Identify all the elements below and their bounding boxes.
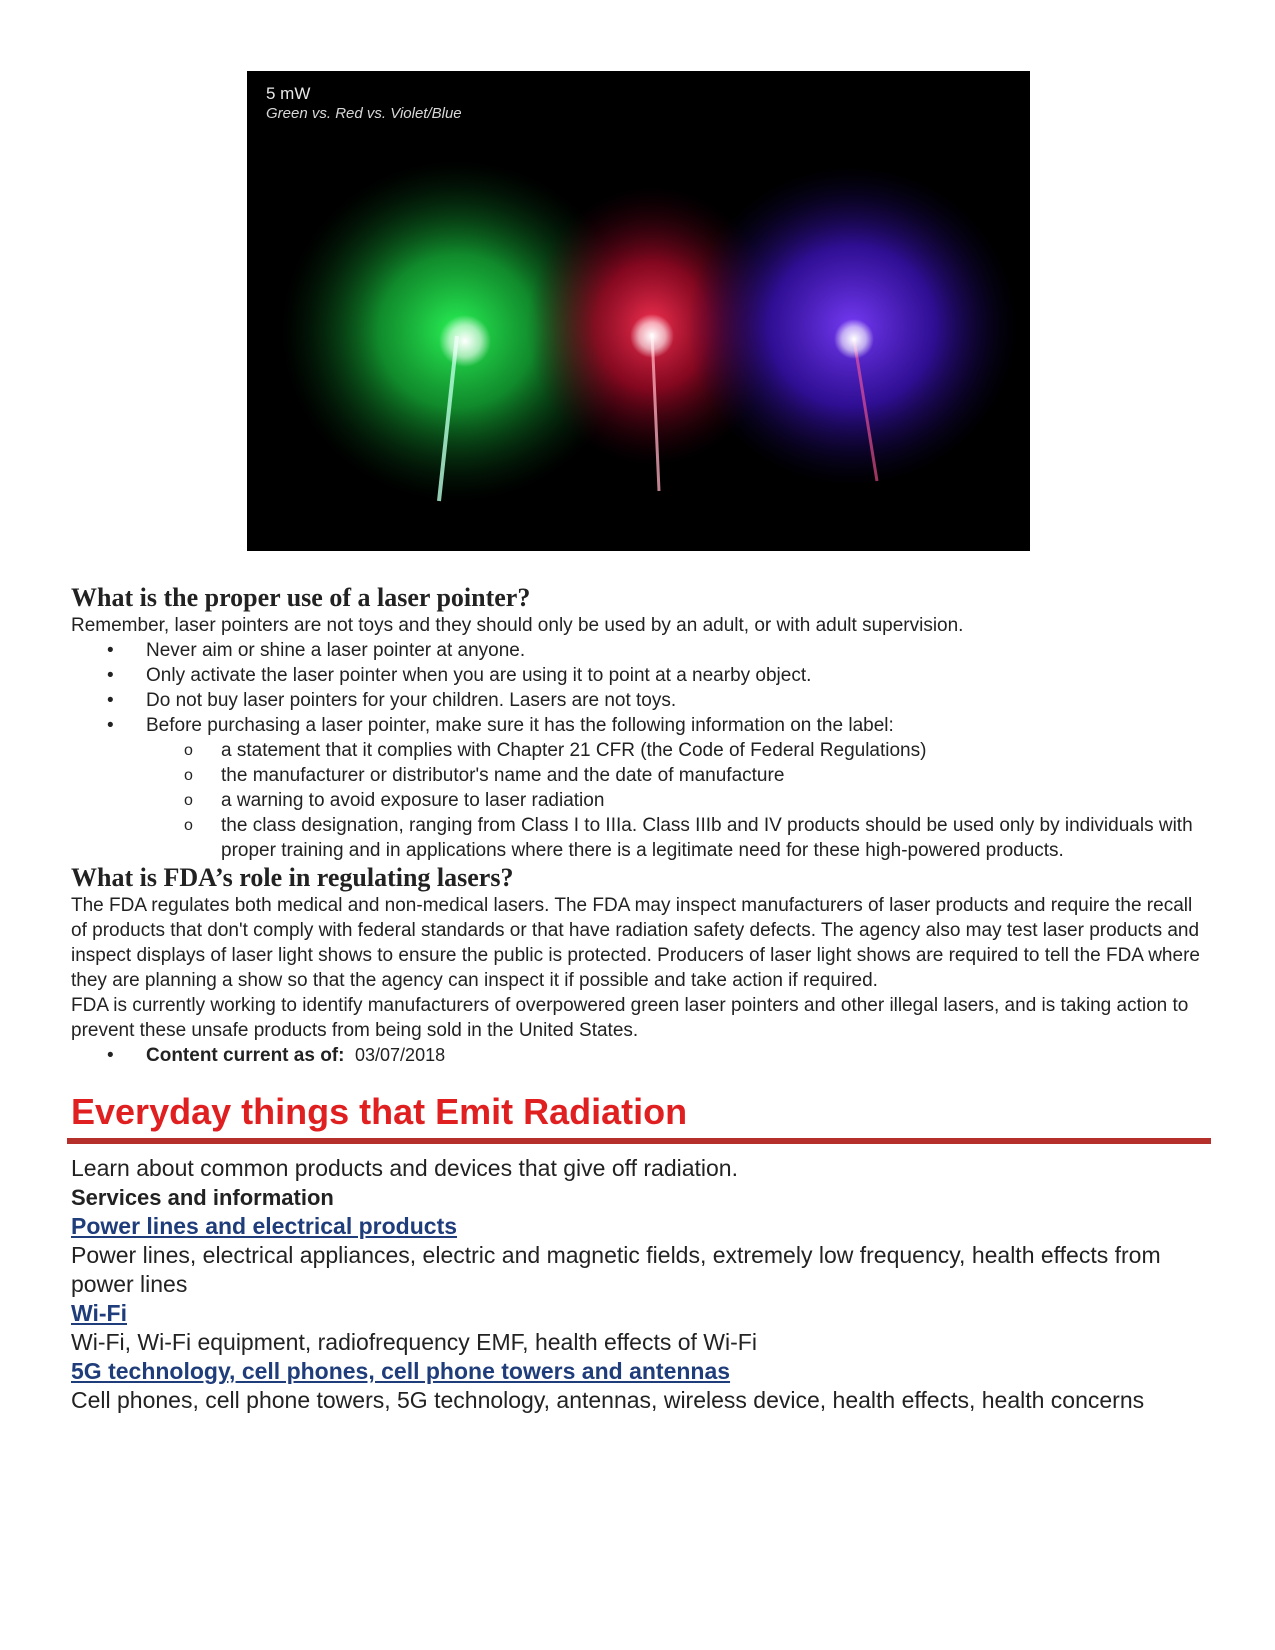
resource-item (71, 1212, 1211, 1299)
content-date-value: 03/07/2018 (355, 1045, 446, 1065)
power-lines-description: Power lines, electrical appliances, electric and magnetic fields, extremely low frequency, health effects from power lines (71, 1242, 1161, 1297)
sub-list-item-text: a statement that it complies with Chapter 21 CFR (the Code of Federal Regulations) (221, 740, 927, 761)
everyday-intro: Learn about common products and devices that give off radiation. (71, 1155, 738, 1181)
content-date-item (71, 1043, 1211, 1068)
sub-list-item (71, 813, 1211, 863)
bullet-icon: • (107, 665, 114, 686)
sub-list-item-text: a warning to avoid exposure to laser radiation (221, 790, 605, 811)
proper-use-intro: Remember, laser pointers are not toys and they should only be used by an adult, or with adult supervision. (71, 615, 964, 636)
circle-bullet-icon: o (184, 817, 193, 834)
circle-bullet-icon: o (184, 742, 193, 759)
section-title-everyday-radiation: Everyday things that Emit Radiation (71, 1091, 688, 1132)
bullet-icon: • (107, 640, 114, 661)
list-item (71, 688, 1211, 713)
heading-fda-role: What is FDA’s role in regulating lasers? (71, 863, 514, 892)
photo-caption-colors: Green vs. Red vs. Violet/Blue (266, 105, 462, 122)
list-item-text: Do not buy laser pointers for your children. Lasers are not toys. (146, 690, 677, 711)
proper-use-list (71, 638, 1211, 863)
laser-comparison-photo (247, 71, 1030, 551)
section-divider (67, 1138, 1211, 1144)
circle-bullet-icon: o (184, 767, 193, 784)
sub-list-item-text: the class designation, ranging from Class I to IIIa. Class IIIb and IV products should be used only by individuals with proper training and in applications where there is a legitimate need for these high-powered products. (221, 815, 1193, 861)
document-body (71, 583, 1211, 1415)
content-date-label: Content current as of: (146, 1045, 345, 1066)
label-requirements-list (146, 738, 1211, 863)
heading-proper-use: What is the proper use of a laser pointer? (71, 583, 531, 612)
list-item-text: Only activate the laser pointer when you are using it to point at a nearby object. (146, 665, 812, 686)
fda-role-paragraph: The FDA regulates both medical and non-medical lasers. The FDA may inspect manufacturers of laser products and require the recall of products that don't comply with federal standards or that have radiation safety defects. The agency also may test laser products and inspect displays of laser light shows to ensure the public is protected. Producers of laser light shows are required to tell the FDA where they are planning a show so that the agency can inspect it if possible and take action if required. (71, 895, 1200, 991)
sub-list-item (71, 763, 1211, 788)
wifi-description: Wi-Fi, Wi-Fi equipment, radiofrequency EMF, health effects of Wi-Fi (71, 1329, 757, 1355)
power-lines-link[interactable]: Power lines and electrical products (71, 1213, 458, 1239)
5g-cell-phones-link[interactable]: 5G technology, cell phones, cell phone towers and antennas (71, 1358, 731, 1384)
circle-bullet-icon: o (184, 792, 193, 809)
bullet-icon: • (107, 1045, 114, 1066)
list-item-text: Before purchasing a laser pointer, make sure it has the following information on the label: (146, 715, 894, 736)
bullet-icon: • (107, 715, 114, 736)
photo-caption-power: 5 mW (266, 84, 311, 103)
resource-item (71, 1299, 1211, 1357)
resource-item (71, 1357, 1211, 1415)
sub-list-item-text: the manufacturer or distributor's name and the date of manufacture (221, 765, 785, 786)
content-date-list (71, 1043, 1211, 1068)
sub-list-item (71, 788, 1211, 813)
list-item (71, 663, 1211, 688)
list-item (71, 713, 1211, 863)
list-item-text: Never aim or shine a laser pointer at anyone. (146, 640, 526, 661)
bullet-icon: • (107, 690, 114, 711)
wifi-link[interactable]: Wi-Fi (71, 1300, 127, 1326)
list-item (71, 638, 1211, 663)
laser-dots-image (247, 71, 1030, 551)
fda-current-work-paragraph: FDA is currently working to identify manufacturers of overpowered green laser pointers and other illegal lasers, and is taking action to prevent these unsafe products from being sold in the United States. (71, 995, 1189, 1041)
5g-cell-phones-description: Cell phones, cell phone towers, 5G technology, antennas, wireless device, health effects, health concerns (71, 1387, 1145, 1413)
services-label: Services and information (71, 1185, 334, 1210)
sub-list-item (71, 738, 1211, 763)
